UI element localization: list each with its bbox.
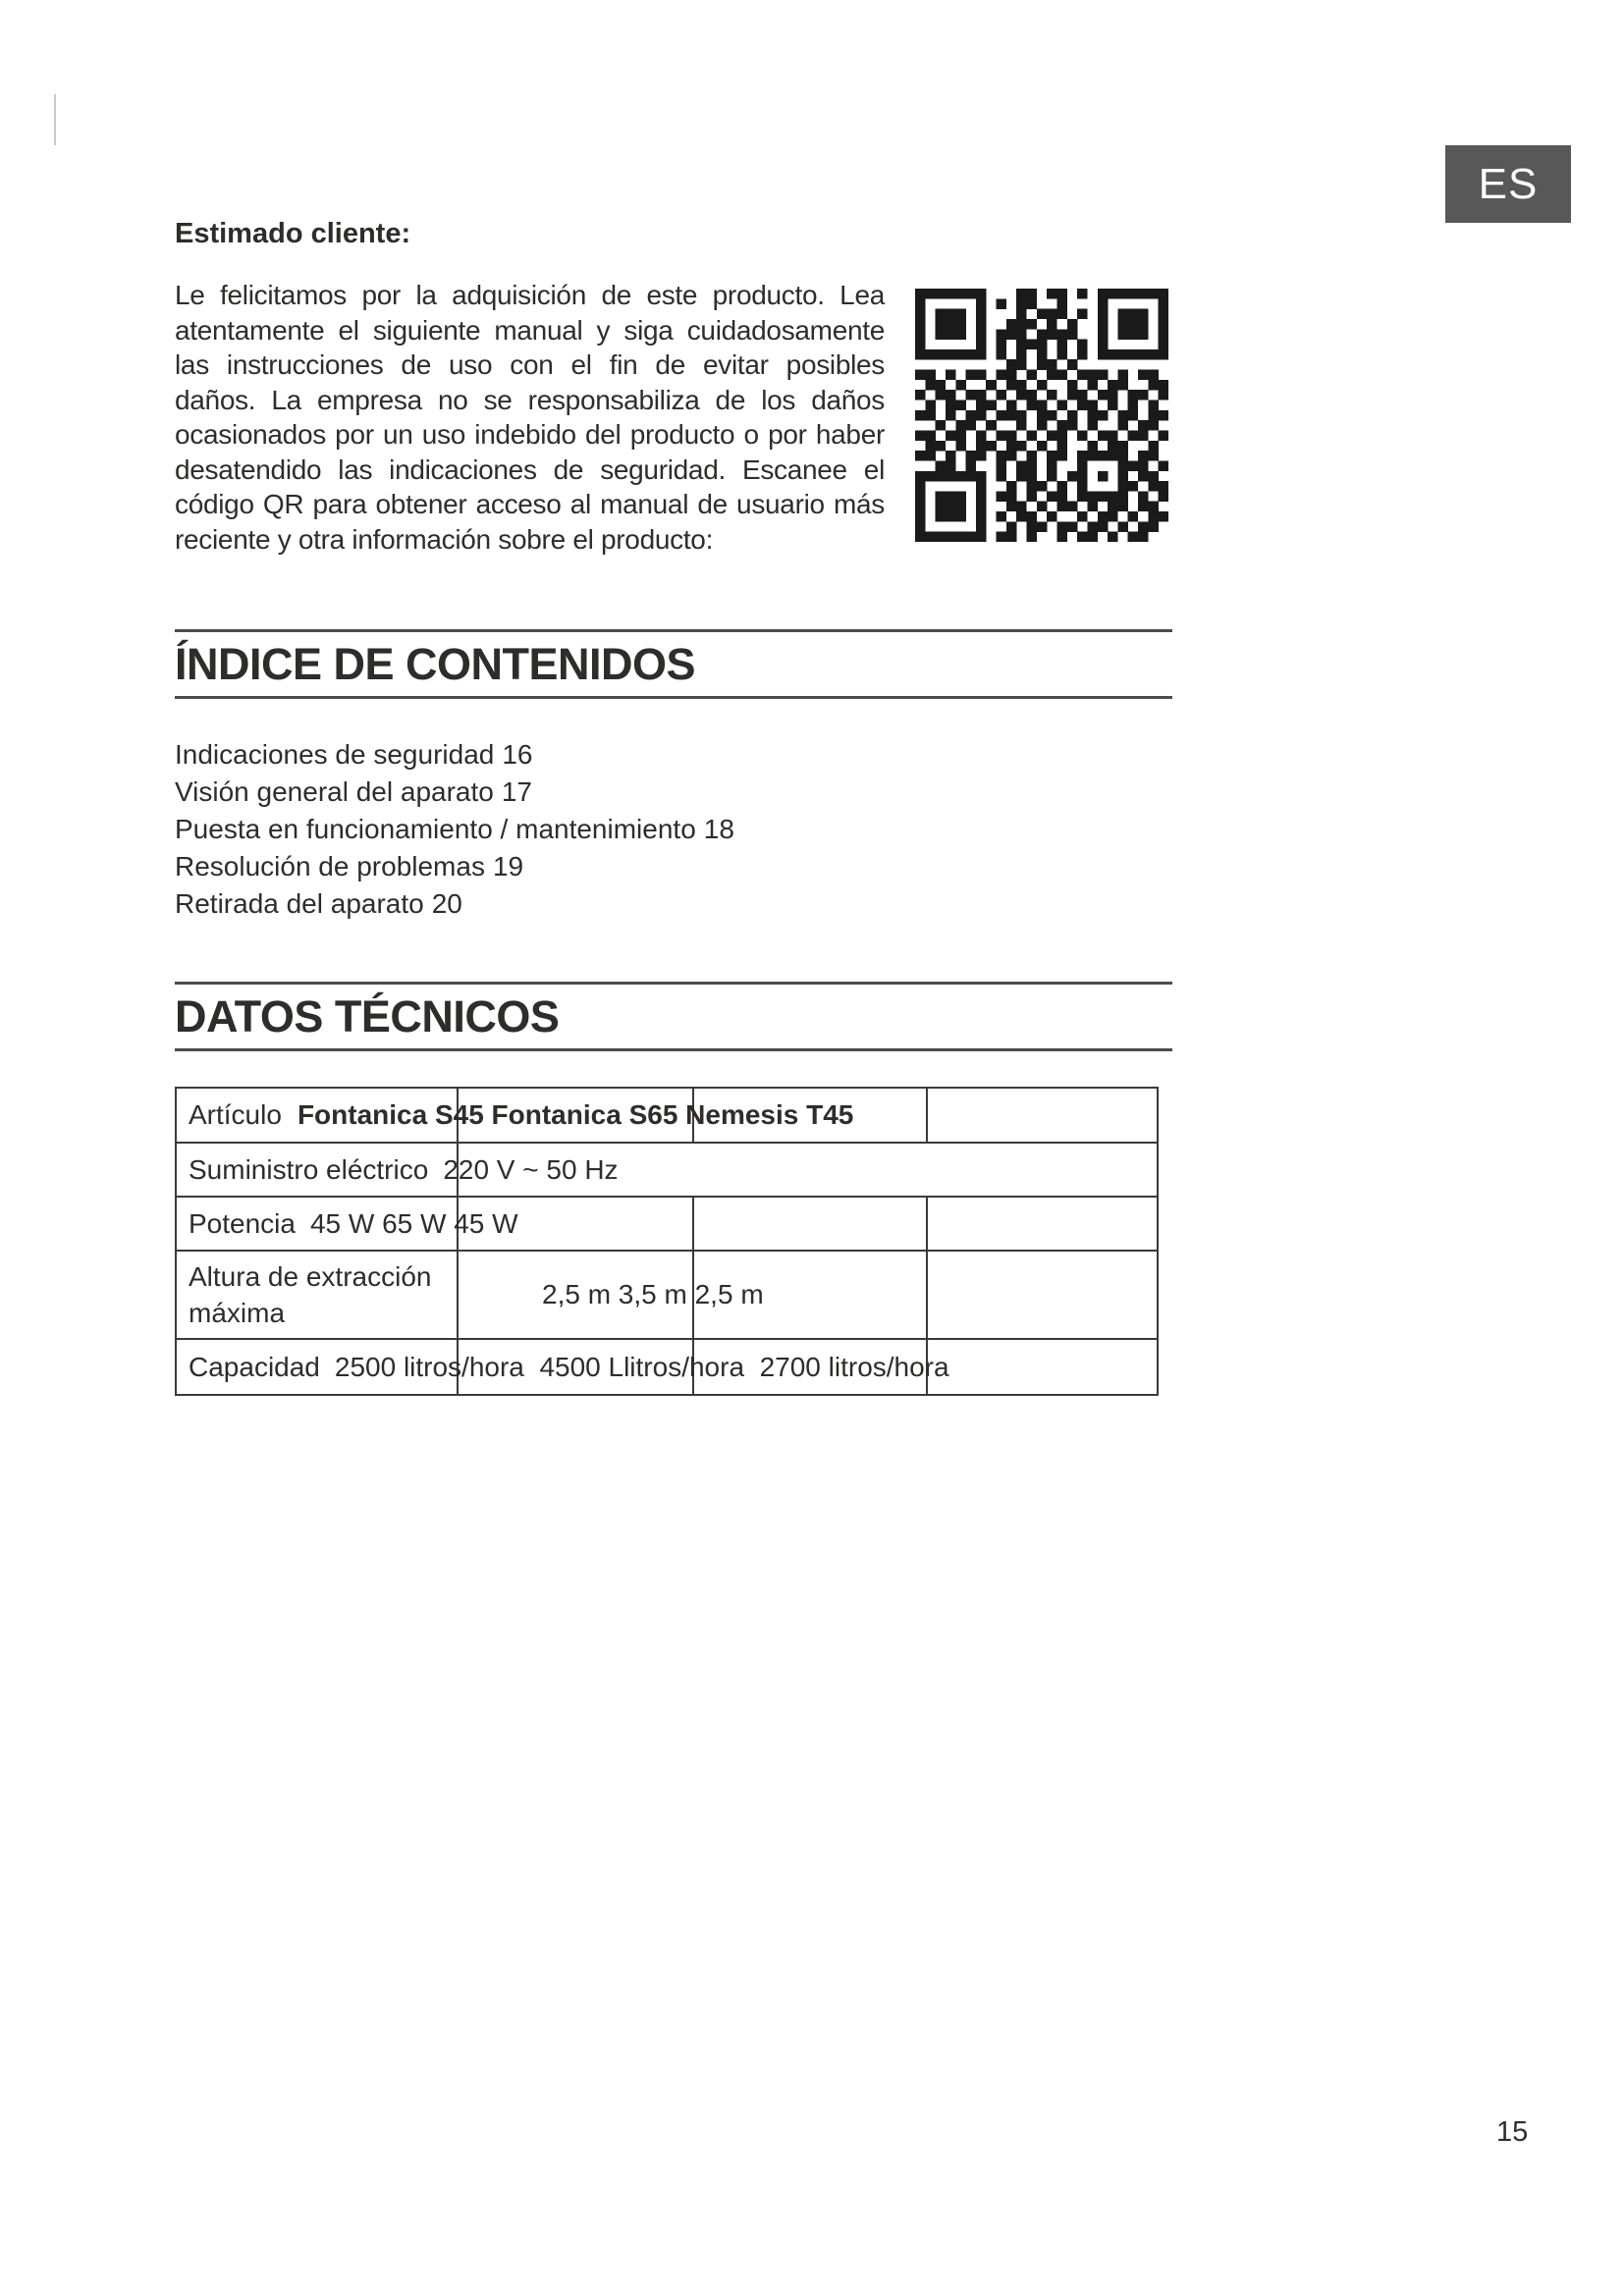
greeting-paragraph xyxy=(175,278,885,557)
table-cell-potencia xyxy=(177,1198,518,1252)
paragraph-line: desatendido las indicaciones de seguridad. Escanee el xyxy=(175,454,885,485)
table-cell-empty xyxy=(694,1198,928,1252)
toc-section-title: ÍNDICE DE CONTENIDOS xyxy=(175,639,696,689)
row-value: 45 W 65 W 45 W xyxy=(309,1207,518,1239)
table-cell-capacidad xyxy=(177,1340,949,1394)
row-value: 2500 litros/hora 4500 Llitros/hora 2700 litros/hora xyxy=(334,1351,949,1382)
table-cell-empty xyxy=(928,1089,1157,1144)
qr-code xyxy=(915,289,1168,542)
paragraph-line: atentamente el siguiente manual y siga cuidadosamente xyxy=(175,314,885,346)
greeting-heading: Estimado cliente: xyxy=(175,218,411,249)
toc-item xyxy=(175,848,734,885)
paragraph-line: daños. La empresa no se responsabiliza de los daños xyxy=(175,384,885,415)
language-badge xyxy=(1445,145,1571,223)
toc-item-label: Indicaciones de seguridad xyxy=(175,739,495,770)
table-cell-empty xyxy=(928,1340,1157,1394)
tech-section-title: DATOS TÉCNICOS xyxy=(175,991,560,1041)
table-row-suministro-text xyxy=(189,1153,619,1187)
toc-item xyxy=(175,885,734,923)
table-cell-empty xyxy=(928,1198,1157,1252)
row-label: Altura de extracción máxima xyxy=(189,1261,432,1328)
toc-item-page: 18 xyxy=(703,814,734,844)
paragraph-line: ocasionados por un uso indebido del producto o por haber xyxy=(175,419,885,450)
paragraph-line: código QR para obtener acceso al manual de usuario más xyxy=(175,489,885,519)
paragraph-line: las instrucciones de uso con el fin de evitar posibles xyxy=(175,349,885,380)
page-edge-mark xyxy=(54,94,56,145)
row-value: 2,5 m 3,5 m 2,5 m xyxy=(542,1279,764,1309)
table-row-potencia-text xyxy=(189,1207,518,1241)
toc-item xyxy=(175,736,734,774)
toc-item-page: 17 xyxy=(501,776,532,807)
row-label: Suministro eléctrico xyxy=(189,1153,429,1185)
tech-section-header xyxy=(175,982,1172,1051)
table-cell-articulo xyxy=(177,1089,854,1144)
toc-item xyxy=(175,774,734,811)
page-number: 15 xyxy=(1496,2116,1529,2148)
toc-item-label: Puesta en funcionamiento / mantenimiento xyxy=(175,814,696,844)
row-value: 220 V ~ 50 Hz xyxy=(443,1153,619,1185)
table-cell-altura-label xyxy=(177,1252,459,1340)
paragraph-line: reciente y otra información sobre el producto: xyxy=(175,523,714,555)
tech-table xyxy=(175,1087,1159,1396)
toc-item-label: Visión general del aparato xyxy=(175,776,494,807)
table-row-capacidad-text xyxy=(189,1351,949,1384)
row-label: Potencia xyxy=(189,1207,296,1239)
table-row-articulo-text xyxy=(189,1098,853,1132)
row-value: Fontanica S45 Fontanica S65 Nemesis T45 xyxy=(297,1099,854,1130)
toc-section-header xyxy=(175,629,1172,699)
row-label: Capacidad xyxy=(189,1351,320,1382)
toc-item xyxy=(175,811,734,848)
toc-item-page: 19 xyxy=(492,851,524,881)
table-cell-altura-value xyxy=(459,1252,764,1340)
toc-item-page: 16 xyxy=(502,739,533,770)
table-cell-suministro xyxy=(177,1144,619,1198)
paragraph-line: Le felicitamos por la adquisición de este producto. Lea xyxy=(175,280,885,310)
language-badge-label: ES xyxy=(1478,159,1539,208)
toc-item-label: Resolución de problemas xyxy=(175,851,485,881)
toc-list xyxy=(175,736,734,923)
toc-item-page: 20 xyxy=(431,888,462,919)
table-cell-empty xyxy=(928,1252,1157,1340)
row-label: Artículo xyxy=(189,1099,282,1130)
toc-item-label: Retirada del aparato xyxy=(175,888,424,919)
